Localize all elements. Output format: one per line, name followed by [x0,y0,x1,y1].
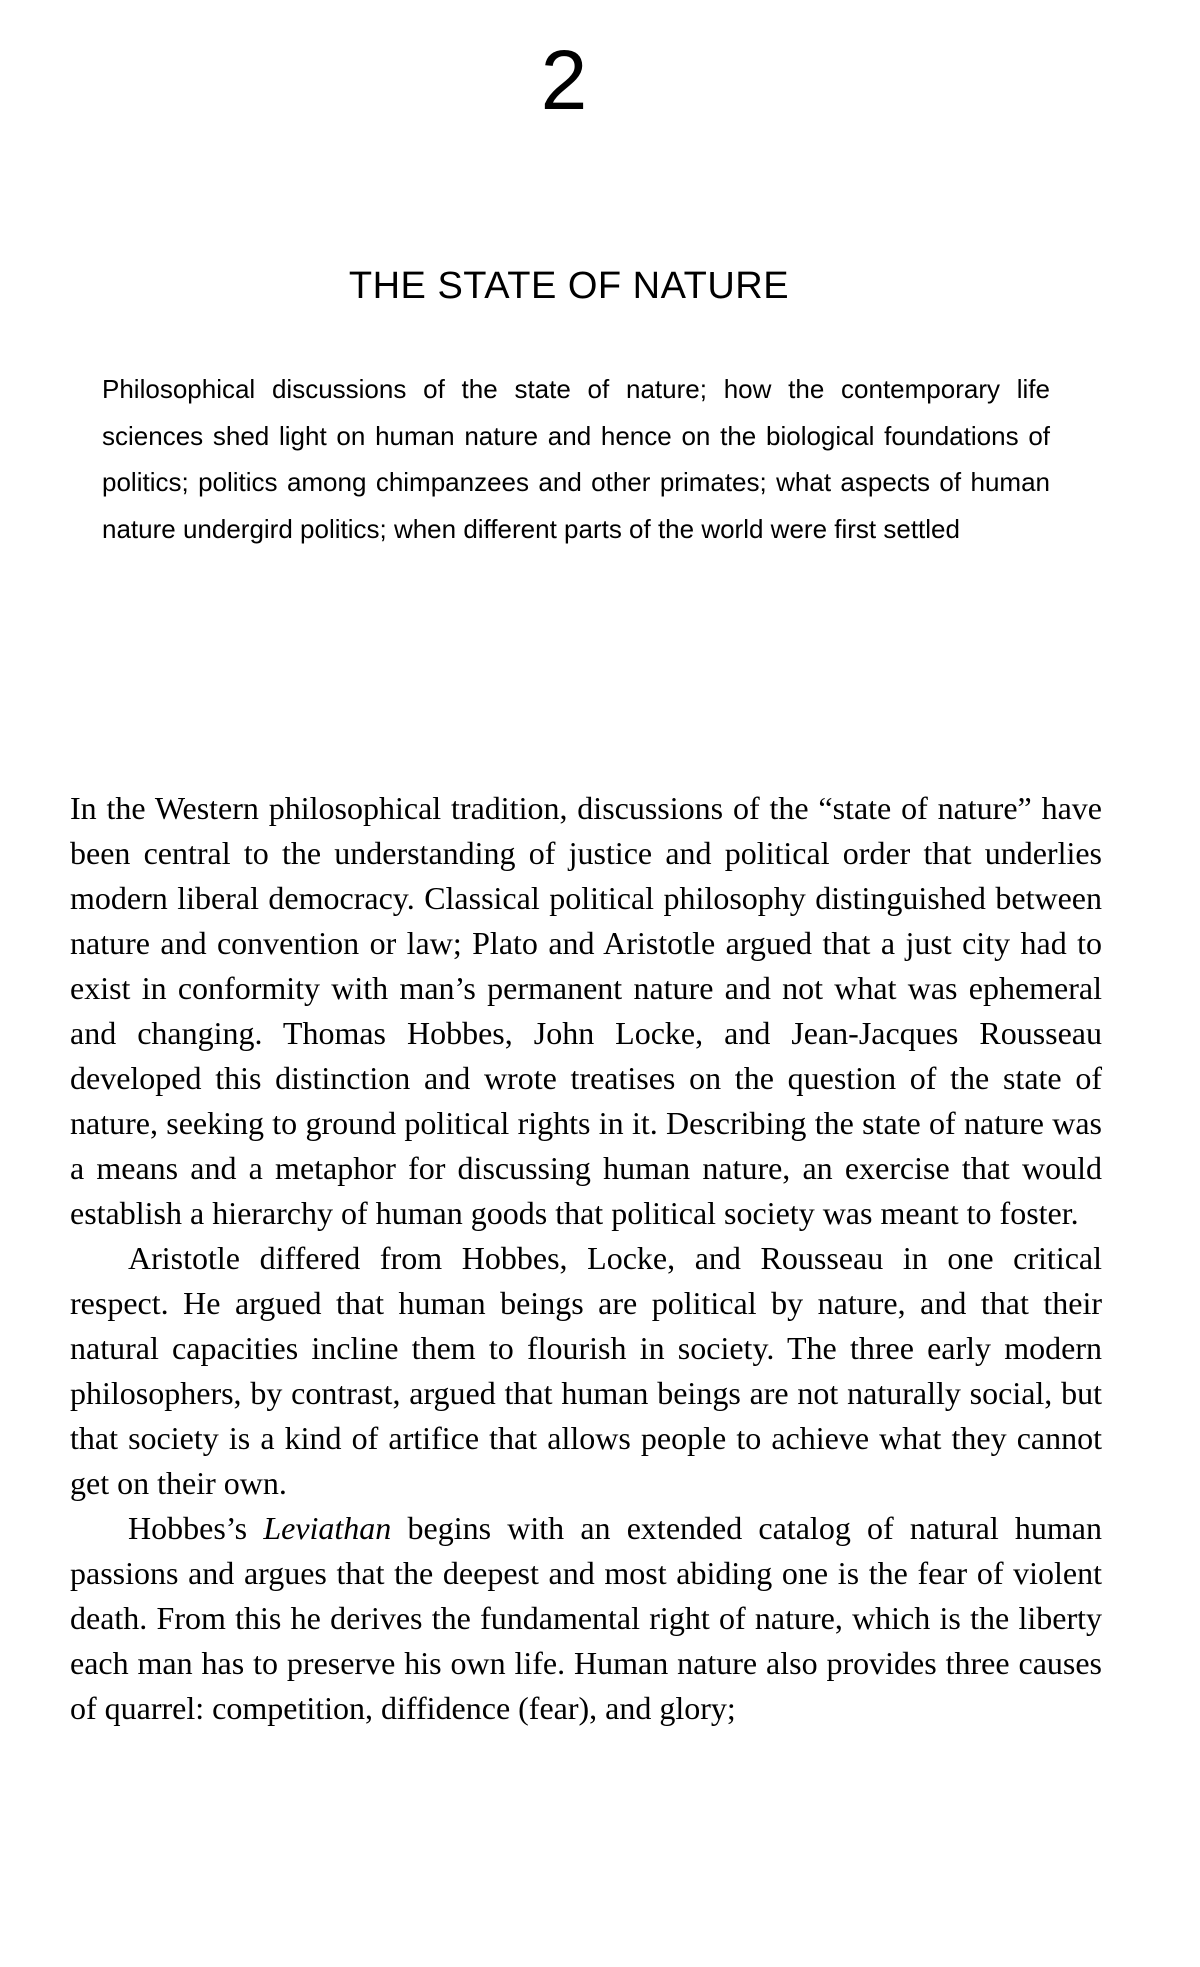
chapter-summary: Philosophical discussions of the state of nature; how the contemporary life sciences shed light on human nature and hence on the biological foundations of politics; politics among chimpanzees and other primates; what aspects of human nature undergird politics; when different parts of the world were first settled [102,374,1050,544]
paragraph-3-text: begins with an extended catalog of natural human passions and argues that the deepest and most abiding one is the fear of violent death. From this he derives the fundamental right of nature, which is the liberty each man has to preserve his own life. Human nature also provides three causes of quarrel: competition, diffidence (fear), and glory; [70,1510,1103,1726]
chapter-number: 2 [540,33,588,127]
book-title-leviathan: Leviathan [263,1510,392,1546]
body-paragraph-3 [70,1506,1102,1731]
body-paragraph-2: Aristotle differed from Hobbes, Locke, and Rousseau in one critical respect. He argued that human beings are political by nature, and that their natural capacities incline them to flourish in society. The three early modern philosophers, by contrast, argued that human beings are not naturally social, but that society is a kind of artifice that allows people to achieve what they cannot get on their own. [70,1240,1102,1501]
body-paragraph-1: In the Western philosophical tradition, discussions of the “state of nature” have been central to the understanding of justice and political order that underlies modern liberal democracy. Classical political philosophy distinguished between nature and convention or law; Plato and Aristotle argued that a just city had to exist in conformity with man’s permanent nature and not what was ephemeral and changing. Thomas Hobbes, John Locke, and Jean-Jacques Rousseau developed this distinction and wrote treatises on the question of the state of nature, seeking to ground political rights in it. Describing the state of nature was a means and a metaphor for discussing human nature, an exercise that would establish a hierarchy of human goods that political society was meant to foster. [70,790,1102,1231]
paragraph-3-lead: Hobbes’s [128,1510,264,1546]
chapter-body [70,786,1102,1731]
chapter-title: THE STATE OF NATURE [348,265,790,307]
